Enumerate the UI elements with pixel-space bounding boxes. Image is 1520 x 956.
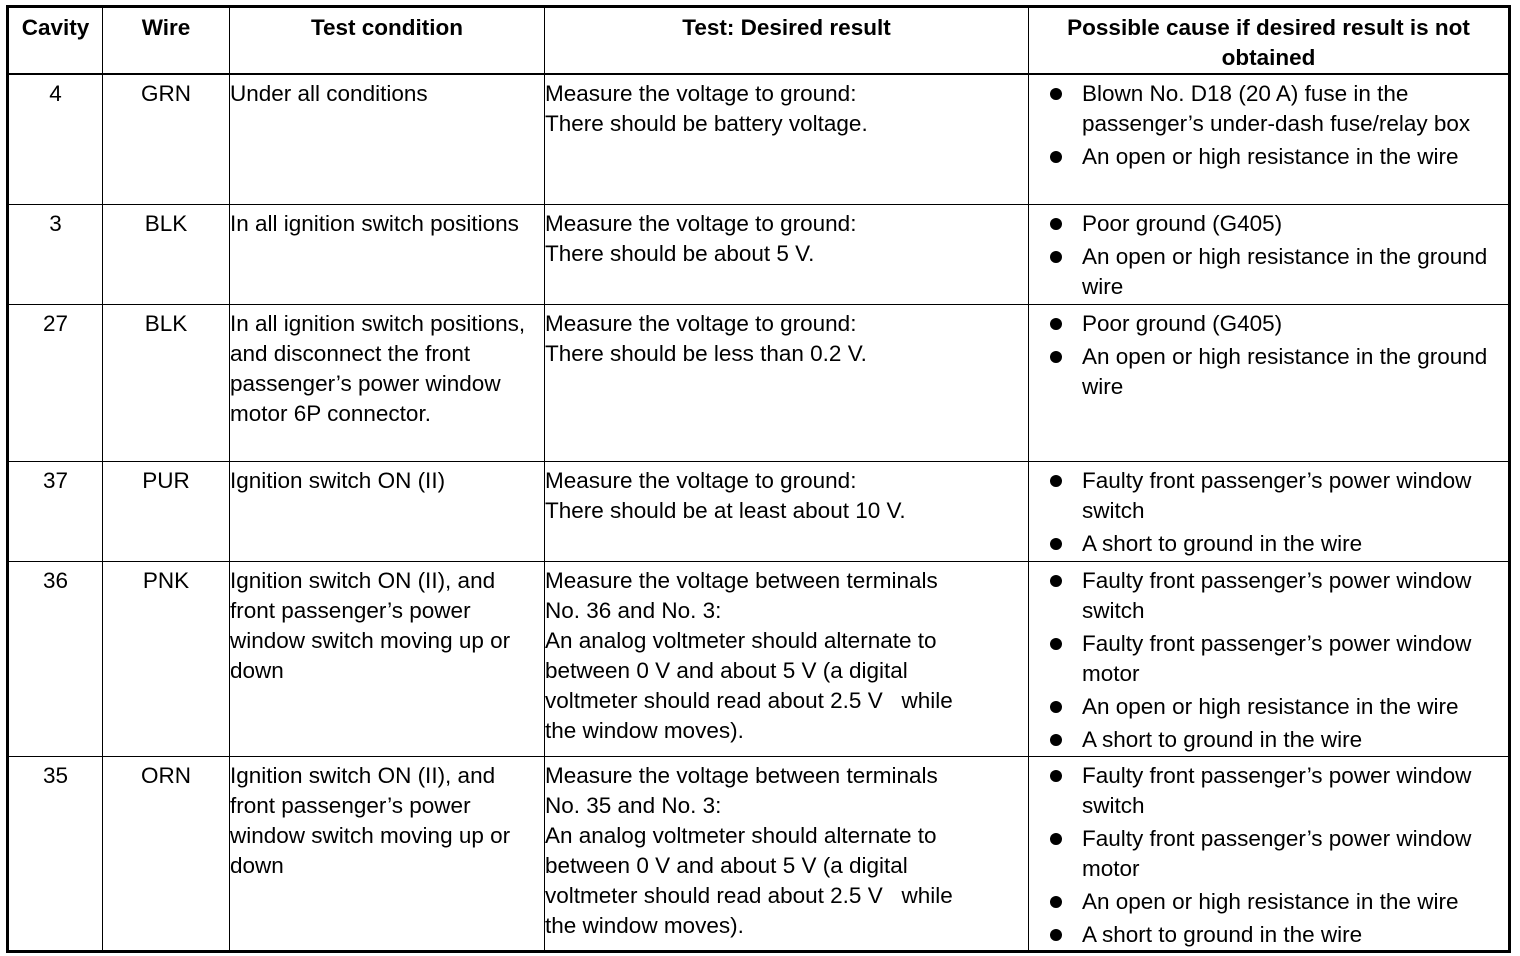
cavity-cell: 3	[8, 204, 103, 304]
cause-list	[1029, 79, 1508, 172]
bullet-icon	[1050, 896, 1062, 908]
result-line: Measure the voltage to ground:	[545, 310, 857, 336]
cause-text: A short to ground in the wire	[1082, 530, 1363, 556]
wire-cell: PNK	[103, 561, 230, 756]
result-cell	[545, 204, 1029, 304]
cause-text: A short to ground in the wire	[1082, 921, 1363, 947]
result-line: There should be at least about 10 V.	[545, 497, 906, 523]
table-row	[8, 461, 1510, 561]
result-line: No. 36 and No. 3:	[545, 597, 722, 623]
bullet-icon	[1050, 833, 1062, 845]
cause-text: Blown No. D18 (20 A) fuse in the passenger’s under-dash fuse/relay box	[1082, 81, 1471, 136]
cavity-cell: 35	[8, 756, 103, 951]
result-line: voltmeter should read about 2.5 V while	[545, 882, 953, 908]
cause-cell	[1029, 561, 1510, 756]
cause-cell	[1029, 461, 1510, 561]
cause-item	[1029, 920, 1508, 950]
result-line: There should be battery voltage.	[545, 111, 868, 136]
result-line: between 0 V and about 5 V (a digital	[545, 657, 908, 683]
header-row	[8, 7, 1510, 75]
table-row	[8, 204, 1510, 304]
bullet-icon	[1050, 318, 1062, 330]
result-line: No. 35 and No. 3:	[545, 792, 722, 818]
cause-item	[1029, 79, 1508, 139]
cause-item	[1029, 309, 1508, 339]
bullet-icon	[1050, 770, 1062, 782]
result-cell	[545, 461, 1029, 561]
result-line: An analog voltmeter should alternate to	[545, 822, 937, 848]
cause-item	[1029, 209, 1508, 239]
cause-cell	[1029, 756, 1510, 951]
header-wire: Wire	[103, 7, 230, 75]
cause-item	[1029, 725, 1508, 755]
result-cell	[545, 304, 1029, 461]
cause-item	[1029, 566, 1508, 626]
header-possible-cause: Possible cause if desired result is not obtained	[1029, 7, 1510, 75]
cause-text: An open or high resistance in the wire	[1082, 693, 1459, 719]
table-row	[8, 304, 1510, 461]
result-line: Measure the voltage to ground:	[545, 467, 857, 493]
result-line: Measure the voltage to ground:	[545, 81, 857, 106]
cause-item	[1029, 824, 1508, 884]
bullet-icon	[1050, 251, 1062, 263]
cavity-cell: 37	[8, 461, 103, 561]
cause-item	[1029, 242, 1508, 302]
cause-text: An open or high resistance in the ground wire	[1082, 343, 1488, 399]
result-line: the window moves).	[545, 717, 744, 743]
result-line: Measure the voltage between terminals	[545, 762, 938, 788]
result-line: the window moves).	[545, 912, 744, 938]
cavity-cell: 36	[8, 561, 103, 756]
cause-list	[1029, 761, 1508, 950]
cause-cell	[1029, 304, 1510, 461]
cause-item	[1029, 761, 1508, 821]
result-line: voltmeter should read about 2.5 V while	[545, 687, 953, 713]
cause-list	[1029, 309, 1508, 402]
bullet-icon	[1050, 929, 1062, 941]
header-desired-result: Test: Desired result	[545, 7, 1029, 75]
cause-text: Faulty front passenger’s power window switch	[1082, 762, 1472, 818]
bullet-icon	[1050, 538, 1062, 550]
cause-item	[1029, 629, 1508, 689]
cause-text: Poor ground (G405)	[1082, 210, 1283, 236]
condition-cell: Ignition switch ON (II), and front passenger’s power window switch moving up or down	[230, 561, 545, 756]
table-row	[8, 756, 1510, 951]
cause-list	[1029, 566, 1508, 755]
cause-cell	[1029, 204, 1510, 304]
wire-cell: ORN	[103, 756, 230, 951]
result-cell	[545, 561, 1029, 756]
wire-cell: BLK	[103, 204, 230, 304]
result-line: Measure the voltage to ground:	[545, 210, 857, 236]
bullet-icon	[1050, 351, 1062, 363]
table-header	[8, 7, 1510, 75]
bullet-icon	[1050, 88, 1062, 100]
test-table	[6, 5, 1511, 953]
cause-item	[1029, 887, 1508, 917]
cause-text: An open or high resistance in the ground wire	[1082, 243, 1488, 299]
condition-cell: Ignition switch ON (II), and front passenger’s power window switch moving up or down	[230, 756, 545, 951]
cause-text: An open or high resistance in the wire	[1082, 144, 1459, 169]
result-line: There should be less than 0.2 V.	[545, 340, 867, 366]
condition-cell: Ignition switch ON (II)	[230, 461, 545, 561]
cause-cell	[1029, 74, 1510, 204]
cause-item	[1029, 342, 1508, 402]
result-cell	[545, 756, 1029, 951]
bullet-icon	[1050, 638, 1062, 650]
cause-item	[1029, 529, 1508, 559]
cause-text: Faulty front passenger’s power window switch	[1082, 467, 1472, 523]
header-cavity: Cavity	[8, 7, 103, 75]
table-row	[8, 74, 1510, 204]
cavity-cell: 4	[8, 74, 103, 204]
cause-text: Faulty front passenger’s power window motor	[1082, 825, 1472, 881]
result-line: between 0 V and about 5 V (a digital	[545, 852, 908, 878]
cavity-cell: 27	[8, 304, 103, 461]
condition-cell: Under all conditions	[230, 74, 545, 204]
cause-item	[1029, 692, 1508, 722]
result-line: Measure the voltage between terminals	[545, 567, 938, 593]
cause-item	[1029, 466, 1508, 526]
bullet-icon	[1050, 218, 1062, 230]
wire-cell: PUR	[103, 461, 230, 561]
bullet-icon	[1050, 575, 1062, 587]
result-cell	[545, 74, 1029, 204]
result-line: There should be about 5 V.	[545, 240, 815, 266]
result-line: An analog voltmeter should alternate to	[545, 627, 937, 653]
bullet-icon	[1050, 701, 1062, 713]
condition-cell: In all ignition switch positions	[230, 204, 545, 304]
cause-text: Poor ground (G405)	[1082, 310, 1283, 336]
condition-cell: In all ignition switch positions, and disconnect the front passenger’s power window motor 6P connector.	[230, 304, 545, 461]
cause-text: A short to ground in the wire	[1082, 726, 1363, 752]
table-row	[8, 561, 1510, 756]
cause-list	[1029, 209, 1508, 302]
cause-item	[1029, 142, 1508, 172]
cause-text: Faulty front passenger’s power window motor	[1082, 630, 1472, 686]
cause-text: An open or high resistance in the wire	[1082, 888, 1459, 914]
wire-cell: GRN	[103, 74, 230, 204]
bullet-icon	[1050, 151, 1062, 163]
header-test-condition: Test condition	[230, 7, 545, 75]
bullet-icon	[1050, 475, 1062, 487]
bullet-icon	[1050, 734, 1062, 746]
cause-list	[1029, 466, 1508, 559]
cause-text: Faulty front passenger’s power window switch	[1082, 567, 1472, 623]
wire-cell: BLK	[103, 304, 230, 461]
